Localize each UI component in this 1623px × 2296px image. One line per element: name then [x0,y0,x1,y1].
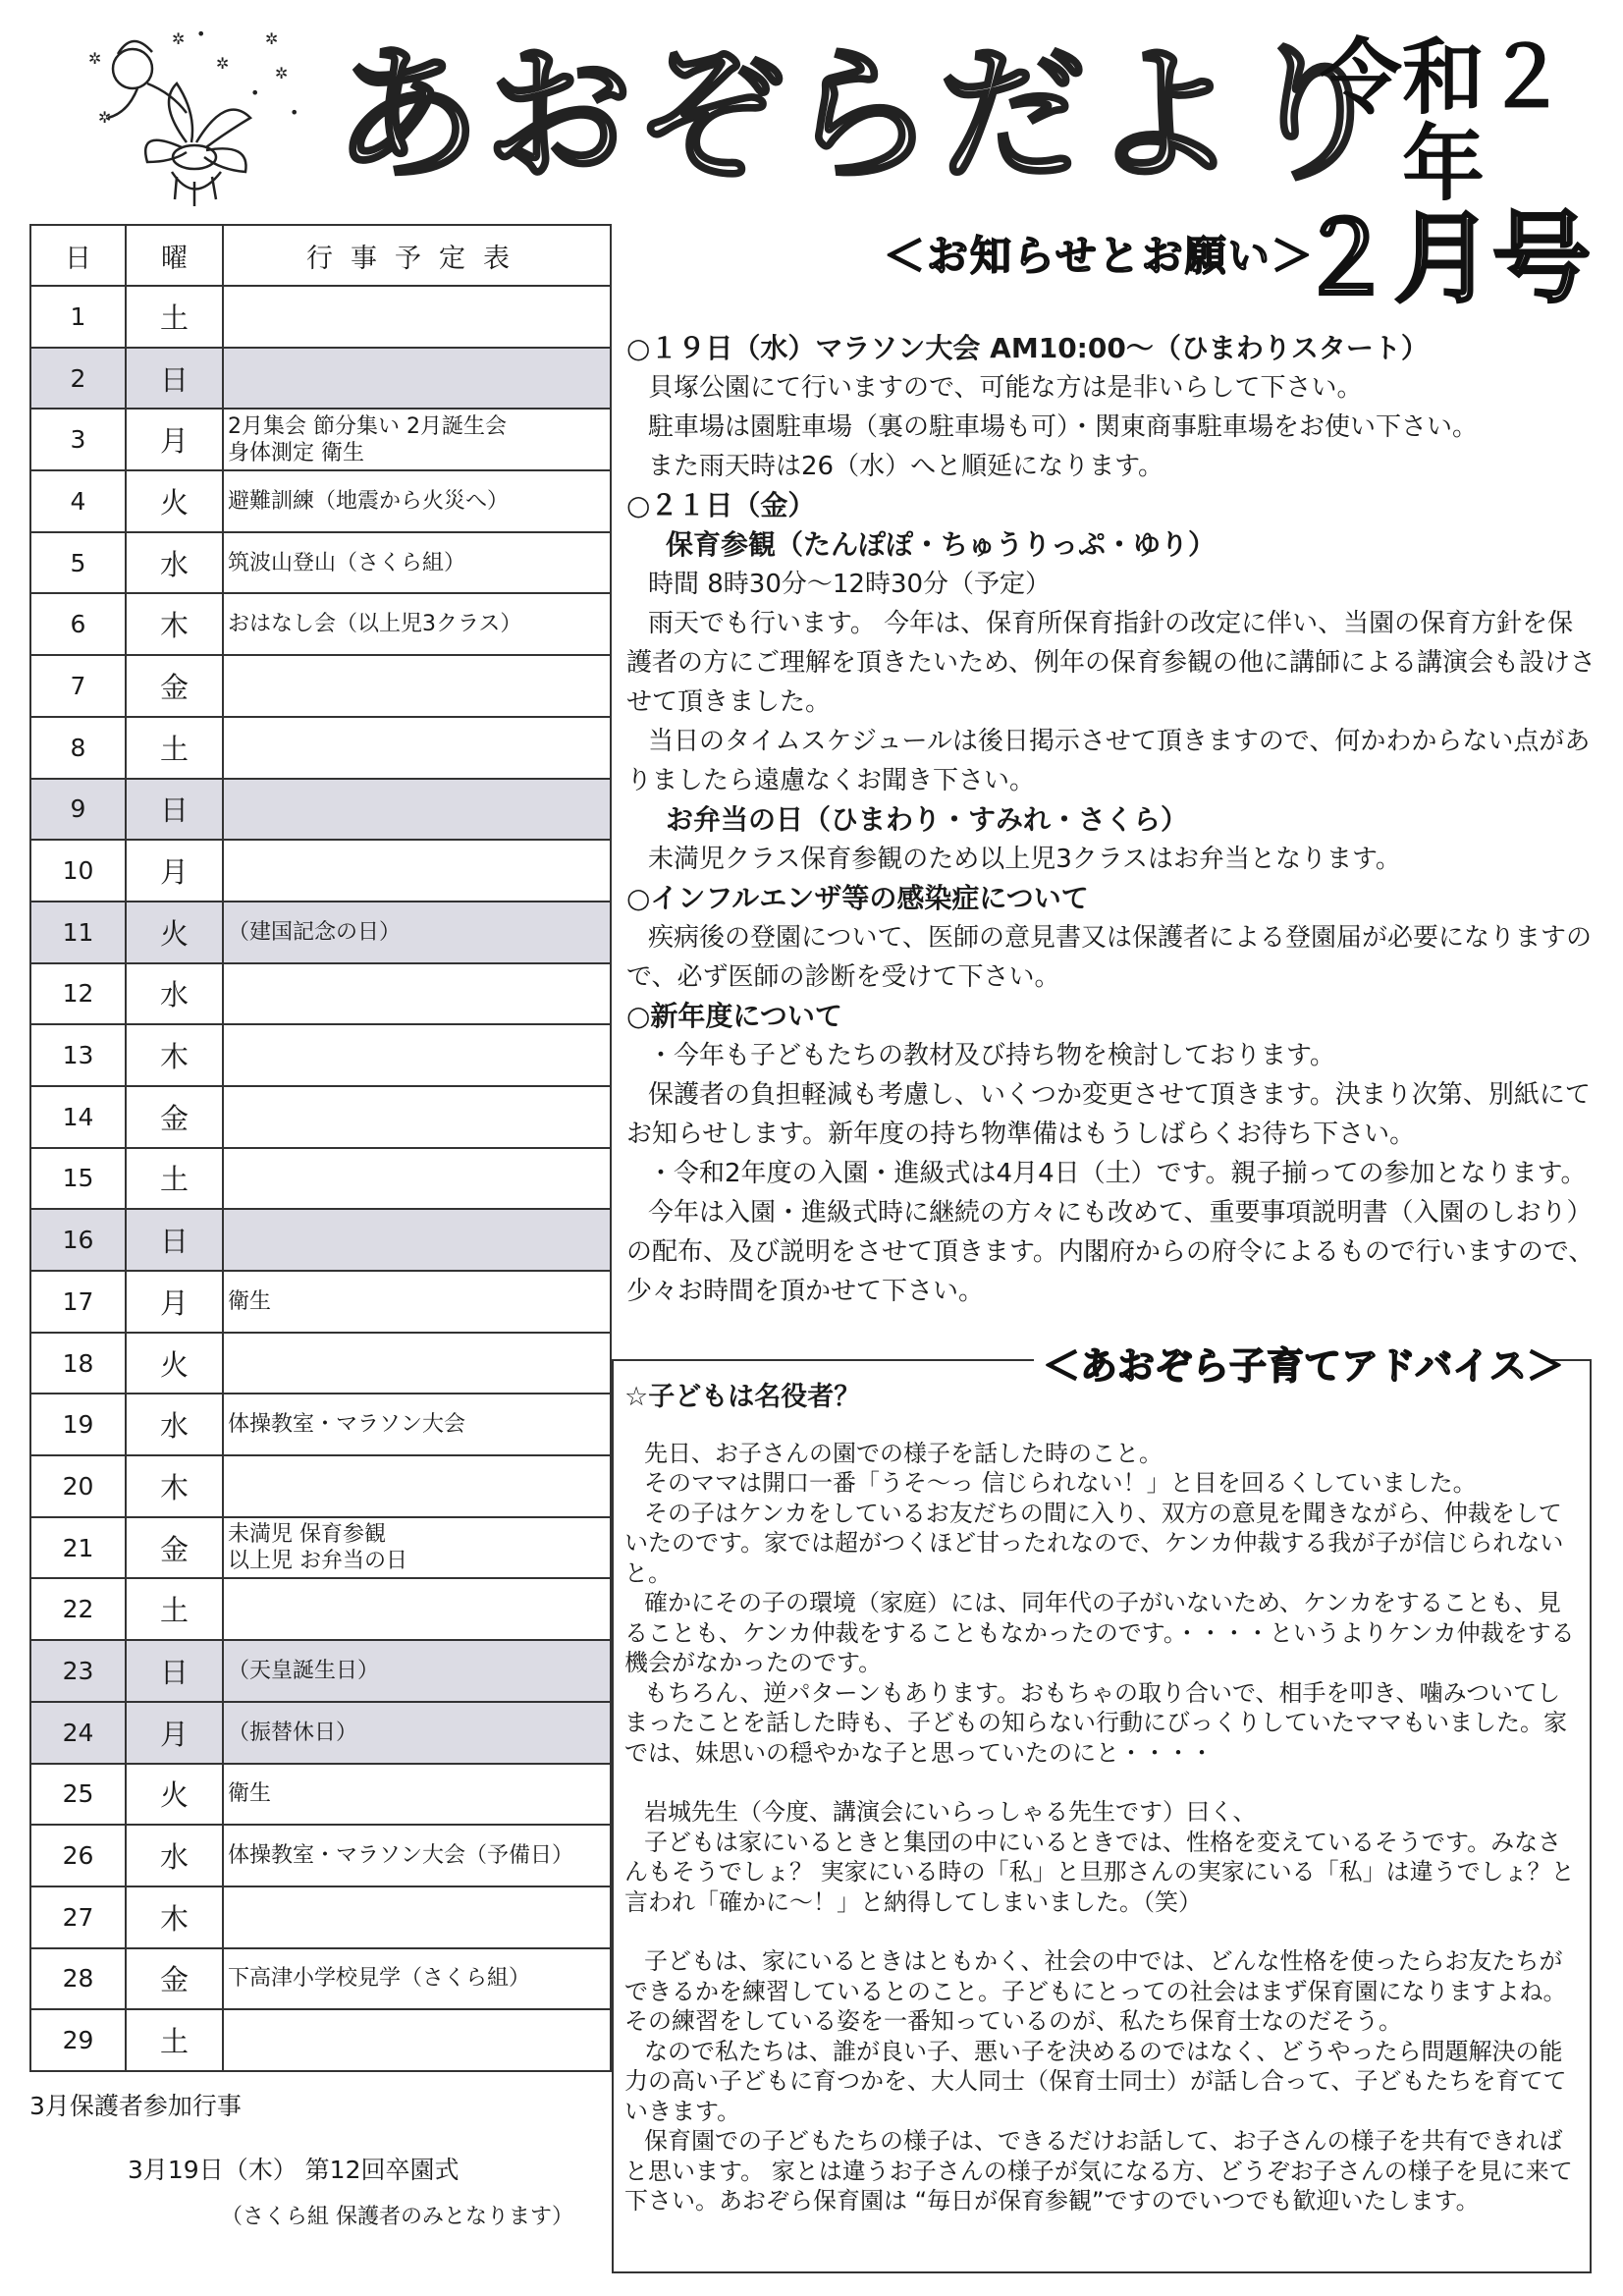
weekday-cell: 金 [126,1517,223,1579]
notice-paragraph: 保護者の負担軽減も考慮し、いくつか変更させて頂きます。決まり次第、別紙にてお知らせします。新年度の持ち物準備はもうしばらくお待ち下さい。 [626,1080,1591,1149]
weekday-cell: 土 [126,2009,223,2071]
table-row [30,1825,611,1886]
event-cell [223,1148,611,1210]
notice-subheading: お弁当の日（ひまわり・すみれ・さくら） [666,803,1189,836]
table-header-row [30,225,611,286]
march-events-heading: 3月保護者参加行事 [29,2092,242,2120]
event-cell: 2月集会 節分集い 2月誕生会 身体測定 衛生 [223,409,611,470]
weekday-cell: 金 [126,1086,223,1148]
table-row [30,655,611,717]
day-cell: 10 [30,840,126,902]
svg-text:✲: ✲ [98,108,112,127]
issue-label [1286,29,1600,317]
weekday-cell: 日 [126,1640,223,1702]
event-cell: 衛生 [223,1764,611,1826]
day-cell: 25 [30,1764,126,1826]
table-row [30,779,611,841]
table-row [30,348,611,410]
advice-paragraph: 確かにその子の環境（家庭）には、同年代の子がいないため、ケンカをすることも、見ることも、ケンカ仲裁をすることもなかったのです。・・・・というよりケンカ仲裁をする機会がなかったのです。 [624,1589,1575,1676]
day-cell: 19 [30,1394,126,1455]
weekday-cell: 土 [126,286,223,348]
svg-text:✲: ✲ [216,54,230,73]
weekday-cell: 火 [126,1333,223,1394]
event-cell: 体操教室・マラソン大会 [223,1394,611,1455]
day-cell: 7 [30,655,126,717]
notice-heading: ○インフルエンザ等の感染症について [626,882,1089,914]
event-cell: おはなし会（以上児3クラス） [223,593,611,655]
event-cell: （振替休日） [223,1702,611,1764]
advice-body [624,1383,1582,2216]
table-row [30,593,611,655]
day-cell: 20 [30,1455,126,1517]
header-events: 行事予定表 [223,225,611,286]
event-schedule-table [29,224,612,2072]
advice-title: ＜あおぞら子育てアドバイス＞ [1043,1344,1564,1388]
weekday-cell: 金 [126,1948,223,2010]
issue-month: ２月号 [1296,201,1591,317]
table-row [30,717,611,779]
notices-section [626,329,1598,1311]
day-cell: 27 [30,1886,126,1948]
notice-paragraph: また雨天時は26（水）へと順延になります。 [648,452,1164,481]
weekday-cell: 土 [126,717,223,779]
event-cell: （天皇誕生日） [223,1640,611,1702]
event-cell [223,963,611,1025]
weekday-cell: 木 [126,593,223,655]
table-row [30,1764,611,1826]
advice-paragraph: 先日、お子さんの園での様子を話した時のこと。 [644,1439,1163,1467]
table-row [30,1394,611,1455]
advice-paragraph: 岩城先生（今度、講演会にいらっしゃる先生です）曰く、 [644,1798,1257,1826]
weekday-cell: 水 [126,963,223,1025]
day-cell: 26 [30,1825,126,1886]
event-cell [223,1578,611,1640]
notice-paragraph: ・今年も子どもたちの教材及び持ち物を検討しております。 [648,1041,1335,1070]
notice-heading: ○新年度について [626,1000,842,1032]
event-cell [223,779,611,841]
notice-paragraph: ・令和2年度の入園・進級式は4月4日（土）です。親子揃っての参加となります。 [648,1159,1587,1188]
day-cell: 15 [30,1148,126,1210]
day-cell: 6 [30,593,126,655]
table-row [30,286,611,348]
advice-paragraph: 子どもは、家にいるときはともかく、社会の中では、どんな性格を使ったらお友たちができるかを練習しているとのこと。子どもにとっての社会はまず保育園になりますよね。その練習をしている姿を一番知っているのが、私たち保育士なのだそう。 [624,1947,1567,2035]
notice-paragraph: 時間 8時30分～12時30分（予定） [648,570,1052,599]
table-row [30,963,611,1025]
weekday-cell: 日 [126,348,223,410]
day-cell: 9 [30,779,126,841]
day-cell: 5 [30,532,126,594]
event-cell: 下高津小学校見学（さくら組） [223,1948,611,2010]
fairy-flower-illustration [79,25,304,211]
day-cell: 11 [30,902,126,963]
day-cell: 17 [30,1271,126,1333]
event-cell [223,1086,611,1148]
notices-title: ＜お知らせとお願い＞ [884,232,1315,280]
event-cell [223,286,611,348]
day-cell: 24 [30,1702,126,1764]
advice-paragraph: もちろん、逆パターンもあります。おもちゃの取り合いで、相手を叩き、噛みついてしまったことを話した時も、子どもの知らない行動にびっくりしていたママもいました。家では、妹思いの穏やかな子と思っていたのにと・・・・ [624,1678,1567,1767]
day-cell: 23 [30,1640,126,1702]
notice-subheading: 保育参観（たんぽぽ・ちゅうりっぷ・ゆり） [666,528,1217,561]
event-cell: 避難訓練（地震から火災へ） [223,470,611,532]
table-row [30,1024,611,1086]
svg-text:✲: ✲ [88,49,102,68]
svg-text:✲: ✲ [172,29,186,48]
header-weekday: 曜 [126,225,223,286]
day-cell: 16 [30,1209,126,1271]
advice-paragraph: なので私たちは、誰が良い子、悪い子を決めるのではなく、どうやったら問題解決の能力の高い子どもに育つかを、大人同士（保育士同士）が話し合って、子どもたちを育てていきます。 [624,2037,1567,2125]
advice-paragraph: そのママは開口一番「うそ～っ 信じられない！」と目を回るくしていました。 [644,1469,1477,1497]
event-cell: 体操教室・マラソン大会（予備日） [223,1825,611,1886]
weekday-cell: 土 [126,1148,223,1210]
event-cell [223,2009,611,2071]
event-cell [223,655,611,717]
day-cell: 22 [30,1578,126,1640]
advice-paragraph: 子どもは家にいるときと集団の中にいるときでは、性格を変えているそうです。みなさんもそうでしょ？ 実家にいる時の「私」と旦那さんの実家にいる「私」は違うでしょ？と言われ「確かに～！」と納得してしまいました。（笑） [624,1828,1575,1916]
notice-paragraph: 当日のタイムスケジュールは後日掲示させて頂きますので、何かわからない点がありましたら遠慮なくお聞き下さい。 [626,727,1591,795]
advice-paragraph: 保育園での子どもたちの様子は、できるだけお話して、お子さんの様子を共有できればと思います。 家とは違うお子さんの様子が気になる方、どうぞお子さんの様子を見に来て下さい。あおぞら保育園は “毎日が保育参観”ですのでいつでも歓迎いたします。 [624,2127,1573,2214]
notice-paragraph: 雨天でも行います。 今年は、保育所保育指針の改定に伴い、当園の保育方針を保護者の方にご理解を頂きたいため、例年の保育参観の他に講師による講演会も設けさせて頂きました。 [626,609,1596,717]
table-row [30,1148,611,1210]
weekday-cell: 水 [126,532,223,594]
paragraph-spacer [624,1768,1582,1797]
notice-heading: ○１９日（水）マラソン大会 AM10:00～（ひまわりスタート） [626,332,1429,364]
table-row [30,1886,611,1948]
day-cell: 18 [30,1333,126,1394]
header-day: 日 [30,225,126,286]
table-row [30,1455,611,1517]
table-row [30,1702,611,1764]
event-cell: 筑波山登山（さくら組） [223,532,611,594]
event-cell [223,348,611,410]
table-row [30,409,611,470]
day-cell: 3 [30,409,126,470]
newsletter-title: あおぞらだより [334,30,1393,201]
event-cell [223,840,611,902]
weekday-cell: 火 [126,470,223,532]
day-cell: 2 [30,348,126,410]
weekday-cell: 月 [126,840,223,902]
notice-heading: ○２１日（金） [626,489,816,521]
weekday-cell: 水 [126,1825,223,1886]
advice-heading: ☆子どもは名役者？ [624,1382,861,1412]
march-event-graduation: 3月19日（木） 第12回卒園式 [128,2156,460,2184]
notice-paragraph: 駐車場は園駐車場（裏の駐車場も可）・関東商事駐車場をお使い下さい。 [648,412,1479,442]
table-row [30,1086,611,1148]
svg-text:✲: ✲ [275,64,289,82]
weekday-cell: 木 [126,1455,223,1517]
day-cell: 1 [30,286,126,348]
weekday-cell: 土 [126,1578,223,1640]
advice-paragraph: その子はケンカをしているお友だちの間に入り、双方の意見を聞きながら、仲裁をしていたのです。家では超がつくほど甘ったれなので、ケンカ仲裁する我が子が信じられないと。 [624,1499,1564,1587]
event-cell: 衛生 [223,1271,611,1333]
svg-text:•: • [290,103,299,122]
notice-paragraph: 疾病後の登園について、医師の意見書又は保護者による登園届が必要になりますので、必ず医師の診断を受けて下さい。 [626,923,1592,992]
day-cell: 13 [30,1024,126,1086]
table-row [30,1271,611,1333]
day-cell: 29 [30,2009,126,2071]
weekday-cell: 月 [126,1702,223,1764]
table-row [30,2009,611,2071]
event-cell [223,1024,611,1086]
weekday-cell: 日 [126,1209,223,1271]
march-event-note: （さくら組 保護者のみとなります） [221,2205,573,2229]
event-cell [223,1886,611,1948]
issue-year: 令和２年 [1319,29,1567,213]
weekday-cell: 木 [126,1024,223,1086]
event-cell [223,717,611,779]
table-row [30,1333,611,1394]
paragraph-spacer [624,1917,1582,1946]
day-cell: 28 [30,1948,126,2010]
table-row [30,1640,611,1702]
notice-paragraph: 今年は入園・進級式時に継続の方々にも改めて、重要事項説明書（入園のしおり）の配布、及び説明をさせて頂きます。内閣府からの府令によるもので行いますので、少々お時間を頂かせて下さい。 [626,1198,1595,1306]
event-cell [223,1209,611,1271]
notice-paragraph: 貝塚公園にて行いますので、可能な方は是非いらして下さい。 [648,373,1363,403]
table-row [30,902,611,963]
svg-text:✲: ✲ [265,29,279,48]
day-cell: 12 [30,963,126,1025]
svg-text:•: • [250,83,260,102]
weekday-cell: 火 [126,902,223,963]
table-row [30,532,611,594]
event-cell [223,1455,611,1517]
weekday-cell: 月 [126,1271,223,1333]
table-row [30,1578,611,1640]
weekday-cell: 水 [126,1394,223,1455]
event-cell: （建国記念の日） [223,902,611,963]
event-cell [223,1333,611,1394]
table-row [30,470,611,532]
weekday-cell: 木 [126,1886,223,1948]
table-row [30,1948,611,2010]
weekday-cell: 金 [126,655,223,717]
day-cell: 8 [30,717,126,779]
weekday-cell: 月 [126,409,223,470]
svg-text:•: • [196,25,206,43]
notice-paragraph: 未満児クラス保育参観のため以上児3クラスはお弁当となります。 [648,845,1401,874]
day-cell: 21 [30,1517,126,1579]
weekday-cell: 火 [126,1764,223,1826]
table-row [30,1209,611,1271]
weekday-cell: 日 [126,779,223,841]
table-row [30,1517,611,1579]
day-cell: 14 [30,1086,126,1148]
event-cell: 未満児 保育参観 以上児 お弁当の日 [223,1517,611,1579]
day-cell: 4 [30,470,126,532]
table-row [30,840,611,902]
